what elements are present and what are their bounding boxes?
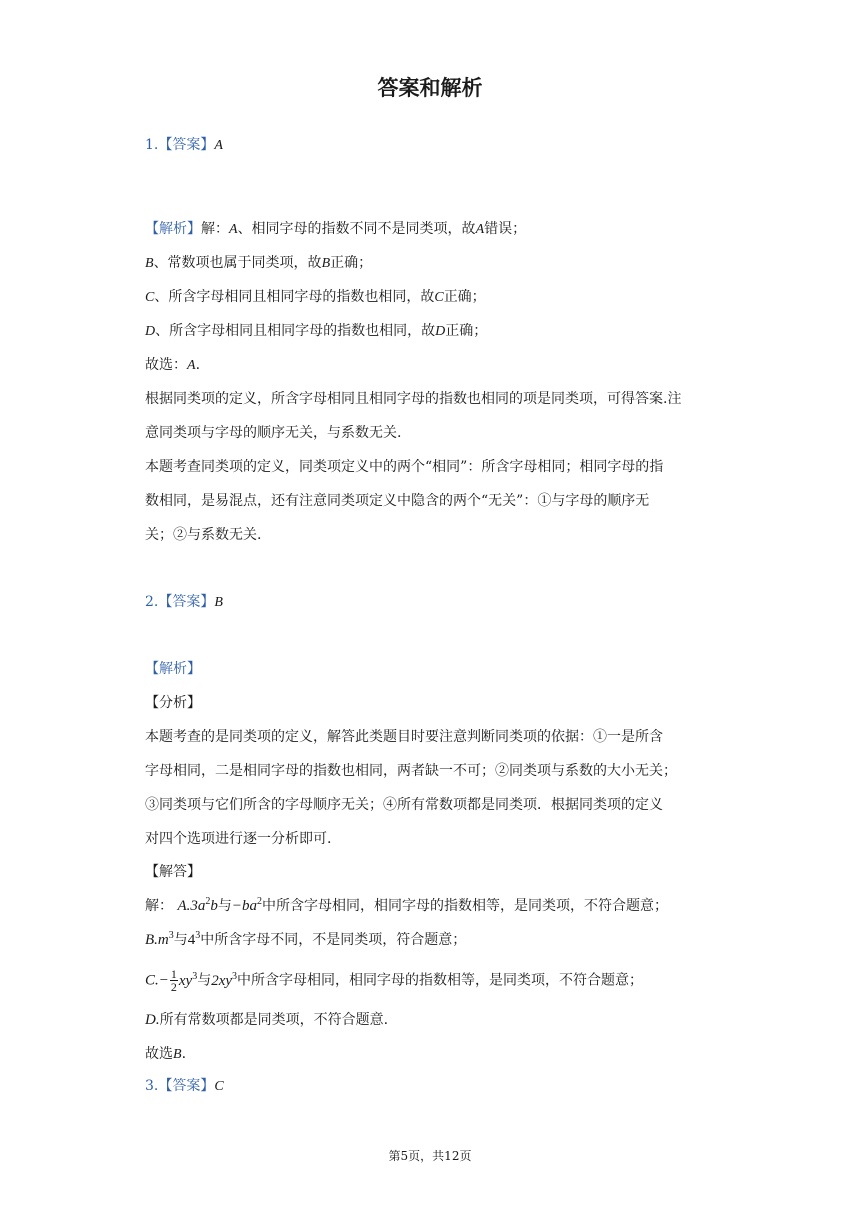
math-term	[211, 970, 238, 989]
math-exponent: 2	[205, 896, 211, 907]
text: .	[195, 357, 201, 373]
q1-analysis-line-3	[145, 287, 486, 308]
option-letter: D	[145, 324, 156, 339]
fraction-denominator: 2	[170, 980, 177, 994]
q2-paragraph-1: 本题考查的是同类项的定义，解答此类题目时要注意判断同类项的依据：①一是所含	[145, 729, 663, 745]
q1-number: 1.	[145, 137, 159, 153]
q1-paragraph-line-6: 根据同类项的定义，所含字母相同且相同字母的指数也相同的项是同类项，可得答案.注	[145, 391, 682, 407]
math-term	[232, 898, 262, 914]
math-base: 2xy	[211, 972, 233, 989]
q3-answer: C	[214, 1079, 224, 1094]
math-exponent: 3	[168, 930, 174, 941]
text: .	[181, 1046, 187, 1062]
q1-paragraph-line-9: 数相同，是易混点，还有注意同类项定义中隐含的两个“无关”：①与字母的顺序无	[145, 493, 650, 509]
text: 与	[197, 972, 212, 989]
math-base: b	[210, 898, 218, 914]
text: 所有常数项都是同类项，不符合题意.	[159, 1012, 389, 1028]
math-exponent: 3	[232, 970, 238, 982]
option-letter: B	[145, 256, 154, 271]
text: 错误；	[484, 221, 527, 237]
math-base: 4	[187, 932, 196, 948]
text: 、常数项也属于同类项，故	[153, 255, 322, 271]
option-label: B.	[145, 932, 158, 948]
q2-paragraph-2: 字母相同，二是相同字母的指数也相同，两者缺一不可；②同类项与系数的大小无关；	[145, 763, 677, 779]
q1-paragraph-line-7: 意同类项与字母的顺序无关，与系数无关.	[145, 425, 402, 441]
option-letter: A	[475, 222, 485, 237]
q1-answer-line	[145, 135, 223, 156]
text: 与	[173, 932, 188, 948]
q2-answer-line	[145, 592, 223, 613]
text: 正确；	[443, 289, 486, 305]
q2-analysis-tag: 【解析】	[145, 661, 201, 677]
option-letter: A	[187, 358, 196, 373]
minus-sign: −	[158, 972, 169, 989]
option-label: A.	[177, 898, 191, 914]
math-exponent: 3	[192, 970, 198, 982]
math-term	[158, 932, 174, 948]
q1-answer: A	[214, 138, 223, 153]
q3-answer-tag: 【答案】	[158, 1078, 215, 1094]
text: 中所含字母不同，不是同类项，符合题意；	[200, 932, 467, 948]
fraction	[170, 968, 178, 993]
math-exponent: 3	[195, 930, 201, 941]
q1-paragraph-line-10: 关；②与系数无关.	[145, 527, 262, 543]
option-label: C.	[145, 972, 159, 989]
q1-analysis-line-1	[145, 219, 526, 240]
q1-answer-tag: 【答案】	[158, 137, 215, 153]
page-title: 答案和解析	[377, 76, 483, 100]
math-exponent: 2	[257, 896, 262, 907]
text: 故选	[145, 1046, 173, 1062]
q2-jieda-tag: 【解答】	[145, 864, 201, 880]
option-letter: B	[321, 256, 331, 271]
q1-analysis-line-2	[145, 253, 372, 274]
option-letter: A	[229, 222, 238, 237]
text: 与	[217, 898, 232, 914]
q2-option-d-line	[145, 1010, 388, 1030]
q2-paragraph-4: 对四个选项进行逐一分析即可.	[145, 831, 332, 847]
math-base: xy	[178, 972, 193, 989]
q2-paragraph-3: ③同类项与它们所含的字母顺序无关；④所有常数项都是同类项．根据同类项的定义	[145, 797, 663, 813]
page-footer: 第5页，共12页	[388, 1149, 472, 1163]
math-base: m	[157, 932, 169, 948]
text: 正确；	[330, 255, 373, 271]
option-letter: B	[173, 1047, 182, 1062]
text: 解：	[145, 898, 173, 914]
q2-fenxi-tag: 【分析】	[145, 695, 201, 711]
q3-answer-line	[145, 1076, 224, 1097]
q1-analysis-tag: 【解析】	[145, 221, 201, 237]
q2-option-b-line	[145, 930, 466, 950]
q2-conclusion-line	[145, 1044, 186, 1065]
math-base: 3a	[190, 898, 206, 914]
q2-number: 2.	[145, 594, 159, 610]
q2-answer-tag: 【答案】	[158, 594, 215, 610]
math-term	[178, 970, 198, 989]
text: 、所含字母相同且相同字母的指数也相同，故	[155, 323, 436, 339]
fraction-numerator: 1	[170, 967, 177, 981]
text: 中所含字母相同，相同字母的指数相等，是同类项，不符合题意；	[262, 898, 668, 914]
math-term	[188, 932, 201, 948]
q1-paragraph-line-8: 本题考查同类项的定义，同类项定义中的两个“相同”：所含字母相同；相同字母的指	[145, 459, 664, 475]
text: 、所含字母相同且相同字母的指数也相同，故	[154, 289, 435, 305]
option-letter: C	[434, 290, 444, 305]
q3-number: 3.	[145, 1078, 159, 1094]
option-letter: D	[435, 324, 446, 339]
math-base: −ba	[231, 898, 257, 914]
text: 故选：	[145, 357, 187, 373]
q1-analysis-line-4	[145, 321, 487, 342]
text: 正确；	[445, 323, 488, 339]
math-term	[190, 898, 218, 914]
q2-option-c-line	[145, 968, 643, 993]
option-letter: C	[145, 290, 155, 305]
option-label: D.	[145, 1012, 160, 1028]
q2-answer: B	[214, 595, 223, 610]
q2-option-a-line	[145, 896, 668, 916]
q1-analysis-line-5	[145, 355, 200, 376]
text: 中所含字母相同，相同字母的指数相等，是同类项，不符合题意；	[237, 972, 644, 989]
text: 、相同字母的指数不同不是同类项，故	[237, 221, 476, 237]
text: 解：	[201, 221, 229, 237]
